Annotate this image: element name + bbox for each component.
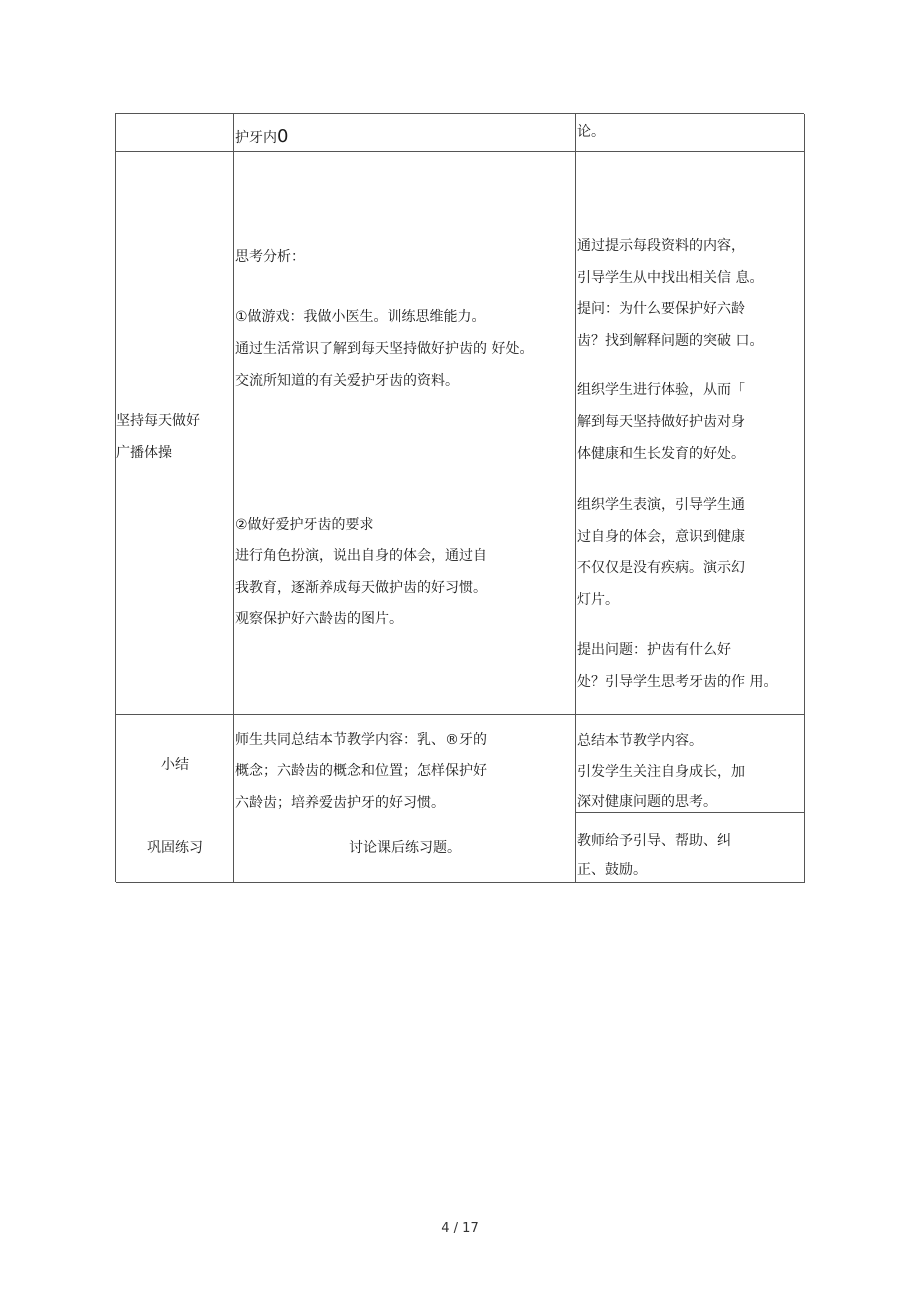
summary-content-line: 概念；六龄齿的概念和位置；怎样保护好 xyxy=(235,763,487,779)
row1-right-cell xyxy=(576,114,805,152)
teacher-activity-line: 我教育，逐渐养成每天做护齿的好习惯。 xyxy=(235,580,487,596)
teacher-activity-line: 观察保护好六龄齿的图片。 xyxy=(235,611,403,627)
lesson-plan-table xyxy=(115,113,804,882)
row3-right-bottom-cell xyxy=(576,813,805,883)
summary-intent-line: 总结本节教学内容。 xyxy=(577,733,703,749)
row2-middle-cell xyxy=(234,152,576,715)
summary-intent-line: 引发学生关注自身成长，加 xyxy=(577,764,745,780)
row3-middle-cell xyxy=(234,715,576,883)
design-intent-line: 过自身的体会，意识到健康 xyxy=(577,529,745,545)
summary-content-line: 六龄齿；培养爱齿护牙的好习惯。 xyxy=(235,795,445,811)
row1-middle-suffix: 0 xyxy=(277,126,289,147)
row1-left-cell xyxy=(116,114,234,152)
design-intent-line: 体健康和生长发育的好处。 xyxy=(577,446,745,462)
practice-label: 巩固练习 xyxy=(147,840,203,856)
design-intent-line: 组织学生表演，引导学生通 xyxy=(577,497,745,513)
row1-middle-text: 护牙内 xyxy=(235,130,277,146)
design-intent-line: 组织学生进行体验，从而「 xyxy=(577,382,745,398)
design-intent-line: 解到每天坚持做好护齿对身 xyxy=(577,414,745,430)
summary-content-line: 师生共同总结本节教学内容：乳、®牙的 xyxy=(235,732,487,748)
teacher-activity-line: ①做游戏：我做小医生。训练思维能力。 xyxy=(235,309,486,325)
activity-title-line-2: 广播体操 xyxy=(116,445,172,461)
row3-right-top-cell xyxy=(576,715,805,813)
teacher-activity-line: 进行角色扮演，说出自身的体会，通过自 xyxy=(235,548,487,564)
row1-middle-text-line xyxy=(235,128,288,147)
summary-intent-line: 深对健康问题的思考。 xyxy=(577,794,717,810)
practice-intent-line: 教师给予引导、帮助、纠 xyxy=(577,833,731,849)
design-intent-line: 齿？找到解释问题的突破 口。 xyxy=(577,333,764,349)
summary-label: 小结 xyxy=(161,757,189,773)
row1-middle-cell xyxy=(234,114,576,152)
design-intent-line: 提出问题：护齿有什么好 xyxy=(577,642,731,658)
row1-right-text: 论。 xyxy=(577,124,605,140)
row3-left-cell xyxy=(116,715,234,883)
design-intent-line: 提问：为什么要保护好六龄 xyxy=(577,301,745,317)
design-intent-line: 不仅仅是没有疾病。演示幻 xyxy=(577,560,745,576)
design-intent-line: 通过提示每段资料的内容， xyxy=(577,238,745,254)
teacher-activity-line: 思考分析： xyxy=(235,249,305,265)
row2-left-cell xyxy=(116,152,234,715)
row2-right-cell xyxy=(576,152,805,715)
practice-content: 讨论课后练习题。 xyxy=(349,840,461,856)
teacher-activity-line: 通过生活常识了解到每天坚持做好护齿的 好处。 xyxy=(235,341,534,357)
activity-title-line-1: 坚持每天做好 xyxy=(116,413,200,429)
design-intent-line: 引导学生从中找出相关信 息。 xyxy=(577,270,764,286)
practice-intent-line: 正、鼓励。 xyxy=(577,862,647,878)
design-intent-line: 灯片。 xyxy=(577,592,619,608)
teacher-activity-line: ②做好爱护牙齿的要求 xyxy=(235,517,374,533)
page-number: 4 / 17 xyxy=(441,1221,479,1236)
design-intent-line: 处？引导学生思考牙齿的作 用。 xyxy=(577,674,778,690)
teacher-activity-line: 交流所知道的有关爱护牙齿的资料。 xyxy=(235,373,459,389)
